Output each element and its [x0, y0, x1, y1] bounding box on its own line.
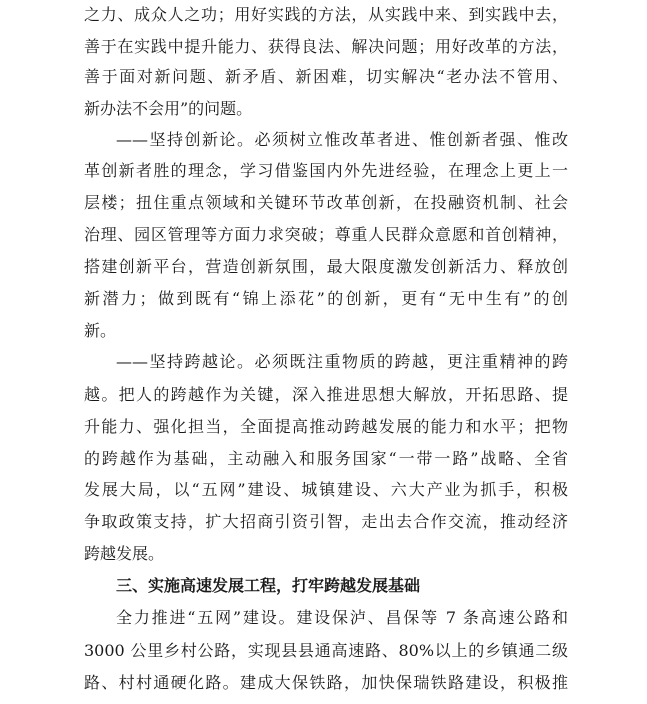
text-line-6: 革创新者胜的理念，学习借鉴国内外先进经验，在理念上更上一 — [84, 161, 568, 180]
text-line-15: 的跨越作为基础，主动融入和服务国家“一带一路”战略、全省 — [84, 449, 568, 468]
text-line-1: 之力、成众人之功；用好实践的方法，从实践中来、到实践中去， — [84, 5, 568, 24]
text-line-11: 新。 — [84, 321, 117, 340]
text-line-3: 善于面对新问题、新矛盾、新困难，切实解决“老办法不管用、 — [84, 67, 568, 86]
document-page — [84, 0, 568, 704]
text-line-17: 争取政策支持，扩大招商引资引智，走出去合作交流，推动经济 — [84, 512, 568, 531]
section-heading: 三、实施高速发展工程，打牢跨越发展基础 — [116, 576, 421, 595]
text-line-8: 治理、园区管理等方面力求突破；尊重人民群众意愿和首创精神， — [84, 225, 568, 244]
text-line-21: 3000 公里乡村公路，实现县县通高速路、80%以上的乡镇通二级 — [84, 641, 568, 660]
text-line-18: 跨越发展。 — [84, 544, 165, 563]
text-line-7: 层楼；扭住重点领域和关键环节改革创新，在投融资机制、社会 — [84, 193, 568, 212]
text-line-16: 发展大局，以“五网”建设、城镇建设、六大产业为抓手，积极 — [84, 480, 568, 499]
text-line-13: 越。把人的跨越作为关键，深入推进思想大解放，开拓思路、提 — [84, 385, 568, 404]
text-line-4: 新办法不会用”的问题。 — [84, 99, 253, 118]
paragraph-innovation-heading: ——坚持创新论。必须树立惟改革者进、惟创新者强、惟改 — [116, 130, 568, 149]
text-line-14: 升能力、强化担当，全面提高推动跨越发展的能力和水平；把物 — [84, 417, 568, 436]
paragraph-leap-heading: ——坚持跨越论。必须既注重物质的跨越，更注重精神的跨 — [116, 352, 568, 371]
text-line-2: 善于在实践中提升能力、获得良法、解决问题；用好改革的方法， — [84, 37, 568, 56]
text-line-9: 搭建创新平台，营造创新氛围，最大限度激发创新活力、释放创 — [84, 257, 568, 276]
text-line-22: 路、村村通硬化路。建成大保铁路，加快保瑞铁路建设，积极推 — [84, 673, 568, 692]
text-line-10: 新潜力；做到既有“锦上添花”的创新，更有“无中生有”的创 — [84, 289, 568, 308]
text-line-20: 全力推进“五网”建设。建设保泸、昌保等 7 条高速公路和 — [116, 608, 568, 627]
